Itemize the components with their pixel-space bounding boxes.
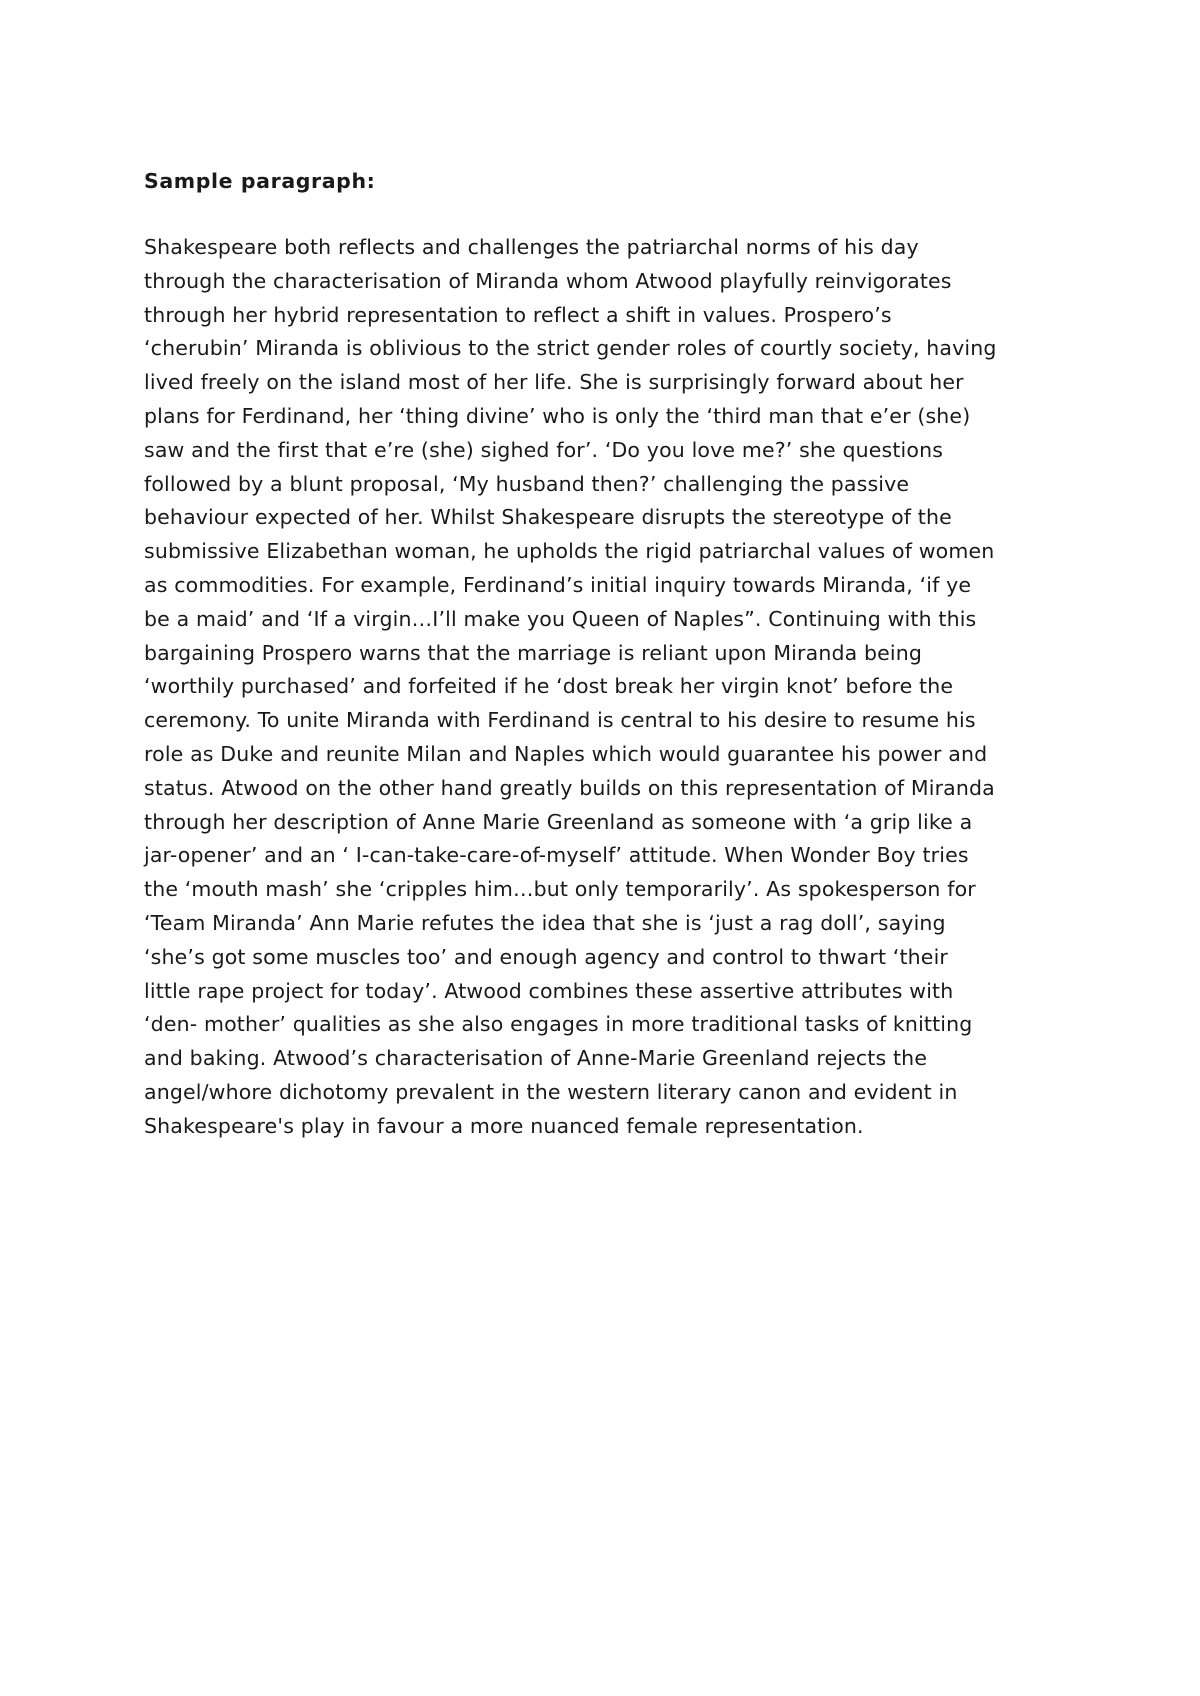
paragraph-line: Shakespeare's play in favour a more nuanced female representation.: [144, 1113, 864, 1138]
paragraph-line: status. Atwood on the other hand greatly builds on this representation of Miranda: [144, 775, 995, 800]
paragraph-line: submissive Elizabethan woman, he upholds the rigid patriarchal values of women: [144, 539, 995, 564]
paragraph-line: role as Duke and reunite Milan and Naples which would guarantee his power and: [144, 741, 988, 766]
paragraph-line: ‘Team Miranda’ Ann Marie refutes the idea that she is ‘just a rag doll’, saying: [144, 910, 946, 935]
paragraph-line: ‘cherubin’ Miranda is oblivious to the strict gender roles of courtly society, having: [144, 336, 997, 361]
paragraph-line: plans for Ferdinand, her ‘thing divine’ who is only the ‘third man that e’er (she): [144, 403, 971, 428]
section-heading: Sample paragraph:: [144, 169, 376, 193]
paragraph-line: and baking. Atwood’s characterisation of Anne-Marie Greenland rejects the: [144, 1046, 928, 1071]
paragraph-line: jar-opener’ and an ‘ I-can-take-care-of-myself’ attitude. When Wonder Boy tries: [144, 843, 969, 868]
paragraph-line: through her description of Anne Marie Greenland as someone with ‘a grip like a: [144, 809, 973, 834]
paragraph-line: the ‘mouth mash’ she ‘cripples him…but only temporarily’. As spokesperson for: [144, 877, 976, 902]
paragraph-line: ‘worthily purchased’ and forfeited if he ‘dost break her virgin knot’ before the: [144, 674, 954, 699]
paragraph-line: ‘she’s got some muscles too’ and enough agency and control to thwart ‘their: [144, 944, 948, 969]
paragraph-line: through the characterisation of Miranda whom Atwood playfully reinvigorates: [144, 268, 952, 293]
paragraph-line: ‘den- mother’ qualities as she also engages in more traditional tasks of knitting: [144, 1012, 973, 1037]
sample-paragraph: [144, 231, 1064, 1144]
paragraph-line: angel/whore dichotomy prevalent in the western literary canon and evident in: [144, 1079, 958, 1104]
paragraph-line: be a maid’ and ‘If a virgin…I’ll make you Queen of Naples”. Continuing with this: [144, 606, 977, 631]
paragraph-line: lived freely on the island most of her life. She is surprisingly forward about her: [144, 370, 964, 395]
paragraph-line: Shakespeare both reflects and challenges the patriarchal norms of his day: [144, 235, 919, 259]
paragraph-line: saw and the first that e’re (she) sighed for’. ‘Do you love me?’ she questions: [144, 437, 944, 462]
document-body: [144, 164, 1064, 1144]
paragraph-line: bargaining Prospero warns that the marriage is reliant upon Miranda being: [144, 640, 923, 665]
paragraph-line: behaviour expected of her. Whilst Shakespeare disrupts the stereotype of the: [144, 505, 952, 530]
paragraph-line: through her hybrid representation to reflect a shift in values. Prospero’s: [144, 302, 892, 327]
paragraph-line: ceremony. To unite Miranda with Ferdinand is central to his desire to resume his: [144, 708, 976, 733]
paragraph-line: as commodities. For example, Ferdinand’s initial inquiry towards Miranda, ‘if ye: [144, 572, 972, 597]
paragraph-line: little rape project for today’. Atwood combines these assertive attributes with: [144, 978, 954, 1003]
paragraph-line: followed by a blunt proposal, ‘My husband then?’ challenging the passive: [144, 471, 910, 496]
